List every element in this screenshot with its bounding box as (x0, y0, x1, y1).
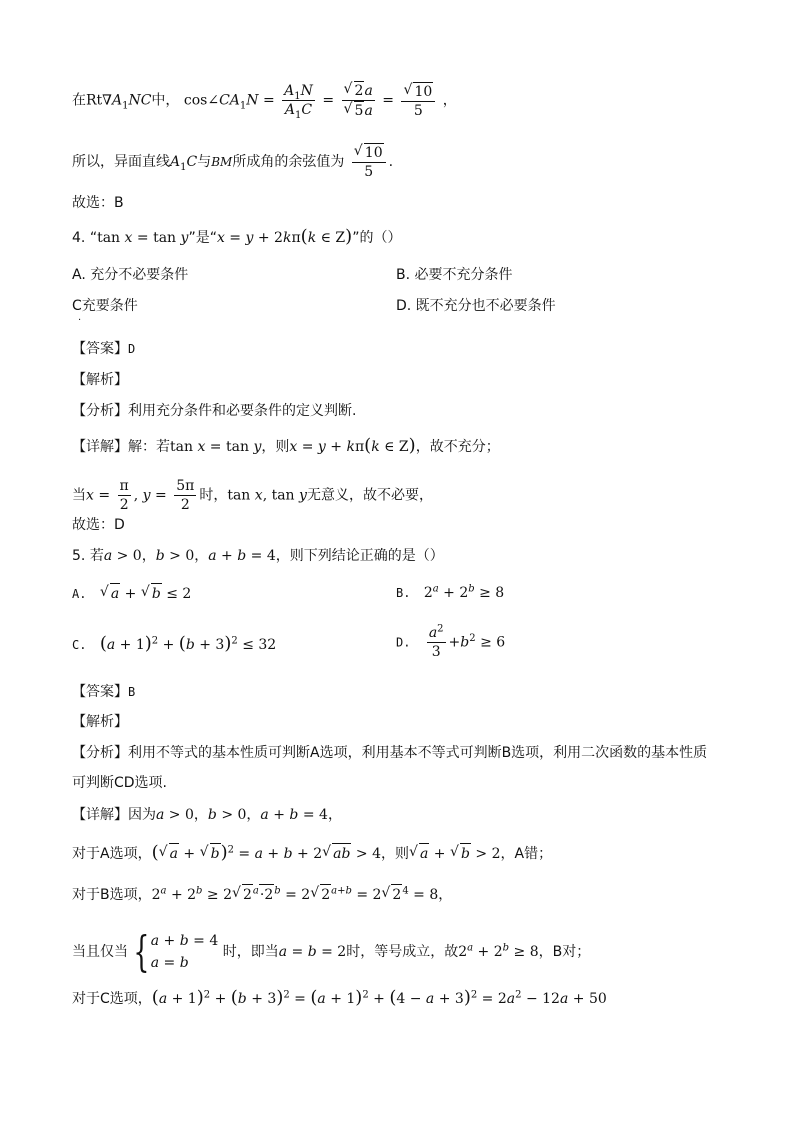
fraction: √ $\frac{10}{5}$ (401, 82, 435, 120)
text: 中， (151, 92, 180, 109)
fraction: $\frac{5\pi}{2}$ (176, 478, 195, 513)
text: 所以，异面直线 (72, 154, 170, 170)
fraction: $\frac{A_1N}{A_1C}$ (284, 83, 313, 121)
text: 与 (197, 154, 212, 170)
detail-5-b: 对于B选项，$2^a + 2^b \ge 2√$ $2^a\cdot 2^b = 2√$ $2^{a+b} = 2√$ $2^4 = 8$， (72, 884, 452, 905)
text: 时，即当 (222, 944, 279, 960)
answer-line: 故选：B (72, 195, 124, 211)
option-c: C. $(a + 1)^2 + (b + 3)^2 \le 32$ (72, 633, 277, 654)
text: ， (327, 807, 342, 823)
stray-dot: . (78, 312, 82, 323)
analysis-4 (72, 401, 356, 421)
cos-computation-line: 在$Rt\nabla A_1NC$中， $\cos\angle CA_1N$ = $\frac{A_1N}{A_1C}$ = √ 2a √ 5a = √ $\frac{10}{5}$ ， (72, 81, 457, 120)
answer-5 (72, 682, 135, 702)
text: 对于A选项， (72, 846, 152, 862)
analysis-heading: 【分析】 (72, 403, 128, 419)
question-number: 4. (72, 230, 86, 246)
choice-4: 故选：D (72, 517, 125, 533)
text: 在 (72, 92, 86, 109)
fraction: √ 2a √ 5a (342, 81, 375, 120)
text: ， (442, 92, 457, 109)
text: ， (194, 548, 209, 564)
text: . (388, 154, 394, 170)
text: ，故不充分； (415, 439, 500, 455)
question-4: 4. “tan x = tan y”是“x = y + 2kπ(k ∈ Z)”的（） (72, 226, 402, 247)
option-label: A. (72, 587, 87, 601)
answer-label: 【答案】 (72, 684, 128, 700)
detail-heading: 【详解】 (72, 439, 128, 455)
text: 解：若 (128, 439, 170, 455)
text: ，A错； (500, 846, 553, 862)
text: ，B对； (538, 944, 591, 960)
option-d: D. 既不充分也不必要条件 (396, 298, 556, 314)
equation-system: a + b = 4 a = b (150, 933, 219, 971)
answer-4 (72, 339, 135, 359)
text: 无意义，故不必要， (306, 487, 433, 504)
brace-icon: { (133, 927, 150, 976)
option-b: B. $2^a + 2^b \ge 8$ (396, 583, 505, 601)
text: 时， (199, 487, 228, 504)
analysis-5-cont: 可判断CD选项. (72, 775, 168, 791)
text: 当且仅当 (72, 944, 128, 960)
detail-5-equality: 当且仅当 { a + b = 4 a = b 时，即当a = b = 2时，等号成立，故$2^a + 2^b \ge 8$，B对； (72, 927, 591, 976)
detail-heading: 【详解】 (72, 807, 128, 823)
text: ”是“ (188, 230, 217, 246)
answer-label: 【答案】 (72, 341, 128, 357)
conclusion-line: 所以，异面直线$A_1C$与BM所成角的余弦值为 √ $\frac{10}{5}$ . (72, 143, 393, 181)
text: 所成角的余弦值为 (232, 154, 345, 170)
detail-5-c: 对于C选项，$(a + 1)^2 + (b + 3)^2 = (a + 1)^2 + (4 - a + 3)^2 = 2a^2 - 12a + 50$ (72, 987, 607, 1008)
text: ， (246, 807, 261, 823)
question-5: 5. 若a > 0，b > 0，a + b = 4，则下列结论正确的是（） (72, 548, 444, 564)
analysis-label-5: 【解析】 (72, 714, 128, 730)
analysis-label-4: 【解析】 (72, 372, 128, 388)
text: 对于B选项， (72, 887, 152, 903)
text: “ (89, 230, 98, 246)
text: ，则 (261, 439, 290, 455)
detail-4: 【详解】解：若tan x = tan y，则x = y + kπ(k ∈ Z)，故不充分； (72, 435, 500, 456)
analysis-text: 利用不等式的基本性质可判断A选项，利用基本不等式可判断B选项，利用二次函数的基本性质 (128, 745, 708, 761)
option-label: B. (396, 586, 411, 600)
answer-value: B (128, 685, 136, 699)
text: 因为 (128, 807, 156, 823)
text: 时，等号成立，故 (346, 944, 459, 960)
option-c: C充要条件 (72, 298, 138, 314)
fraction: $\frac{\pi}{2}$ (119, 478, 129, 513)
option-a: A. 充分不必要条件 (72, 267, 189, 283)
analysis-heading: 【分析】 (72, 745, 128, 761)
text: ， (438, 887, 453, 903)
answer-value: D (128, 342, 136, 356)
option-label: C. (72, 638, 87, 652)
option-label: D. (396, 635, 411, 650)
analysis-5 (72, 743, 707, 763)
text: ，则下列结论正确的是（） (275, 548, 444, 564)
text: ， (193, 807, 208, 823)
text: 当 (72, 487, 86, 504)
detail-5: 【详解】因为a > 0，b > 0，a + b = 4， (72, 807, 342, 823)
fraction: √ $\frac{10}{5}$ (352, 143, 386, 181)
detail-4-when: 当x = $\frac{\pi}{2}$ , y = $\frac{5\pi}{2}$ 时，tan x, tan y无意义，故不必要， (72, 478, 433, 513)
analysis-text: 利用充分条件和必要条件的定义判断. (128, 403, 357, 419)
text: ”的（） (352, 230, 402, 246)
option-b: B. 必要不充分条件 (396, 267, 513, 283)
text: 若 (89, 548, 104, 564)
question-number: 5. (72, 548, 86, 564)
detail-5-a: 对于A选项，(√ a + √ b)$^2$ = a + b + 2√ ab > 4，则√ a + √ b > 2，A错； (72, 843, 552, 864)
text: ， (141, 548, 156, 564)
fraction: $\frac{a^2}{3}$ (428, 623, 444, 660)
option-a: A. √ a + √ b ≤ 2 (72, 583, 191, 604)
text: 对于C选项， (72, 991, 152, 1007)
option-d: D. $\frac{a^2}{3}$ $+b^2 \ge 6$ (396, 623, 506, 660)
text: ，则 (381, 846, 409, 862)
